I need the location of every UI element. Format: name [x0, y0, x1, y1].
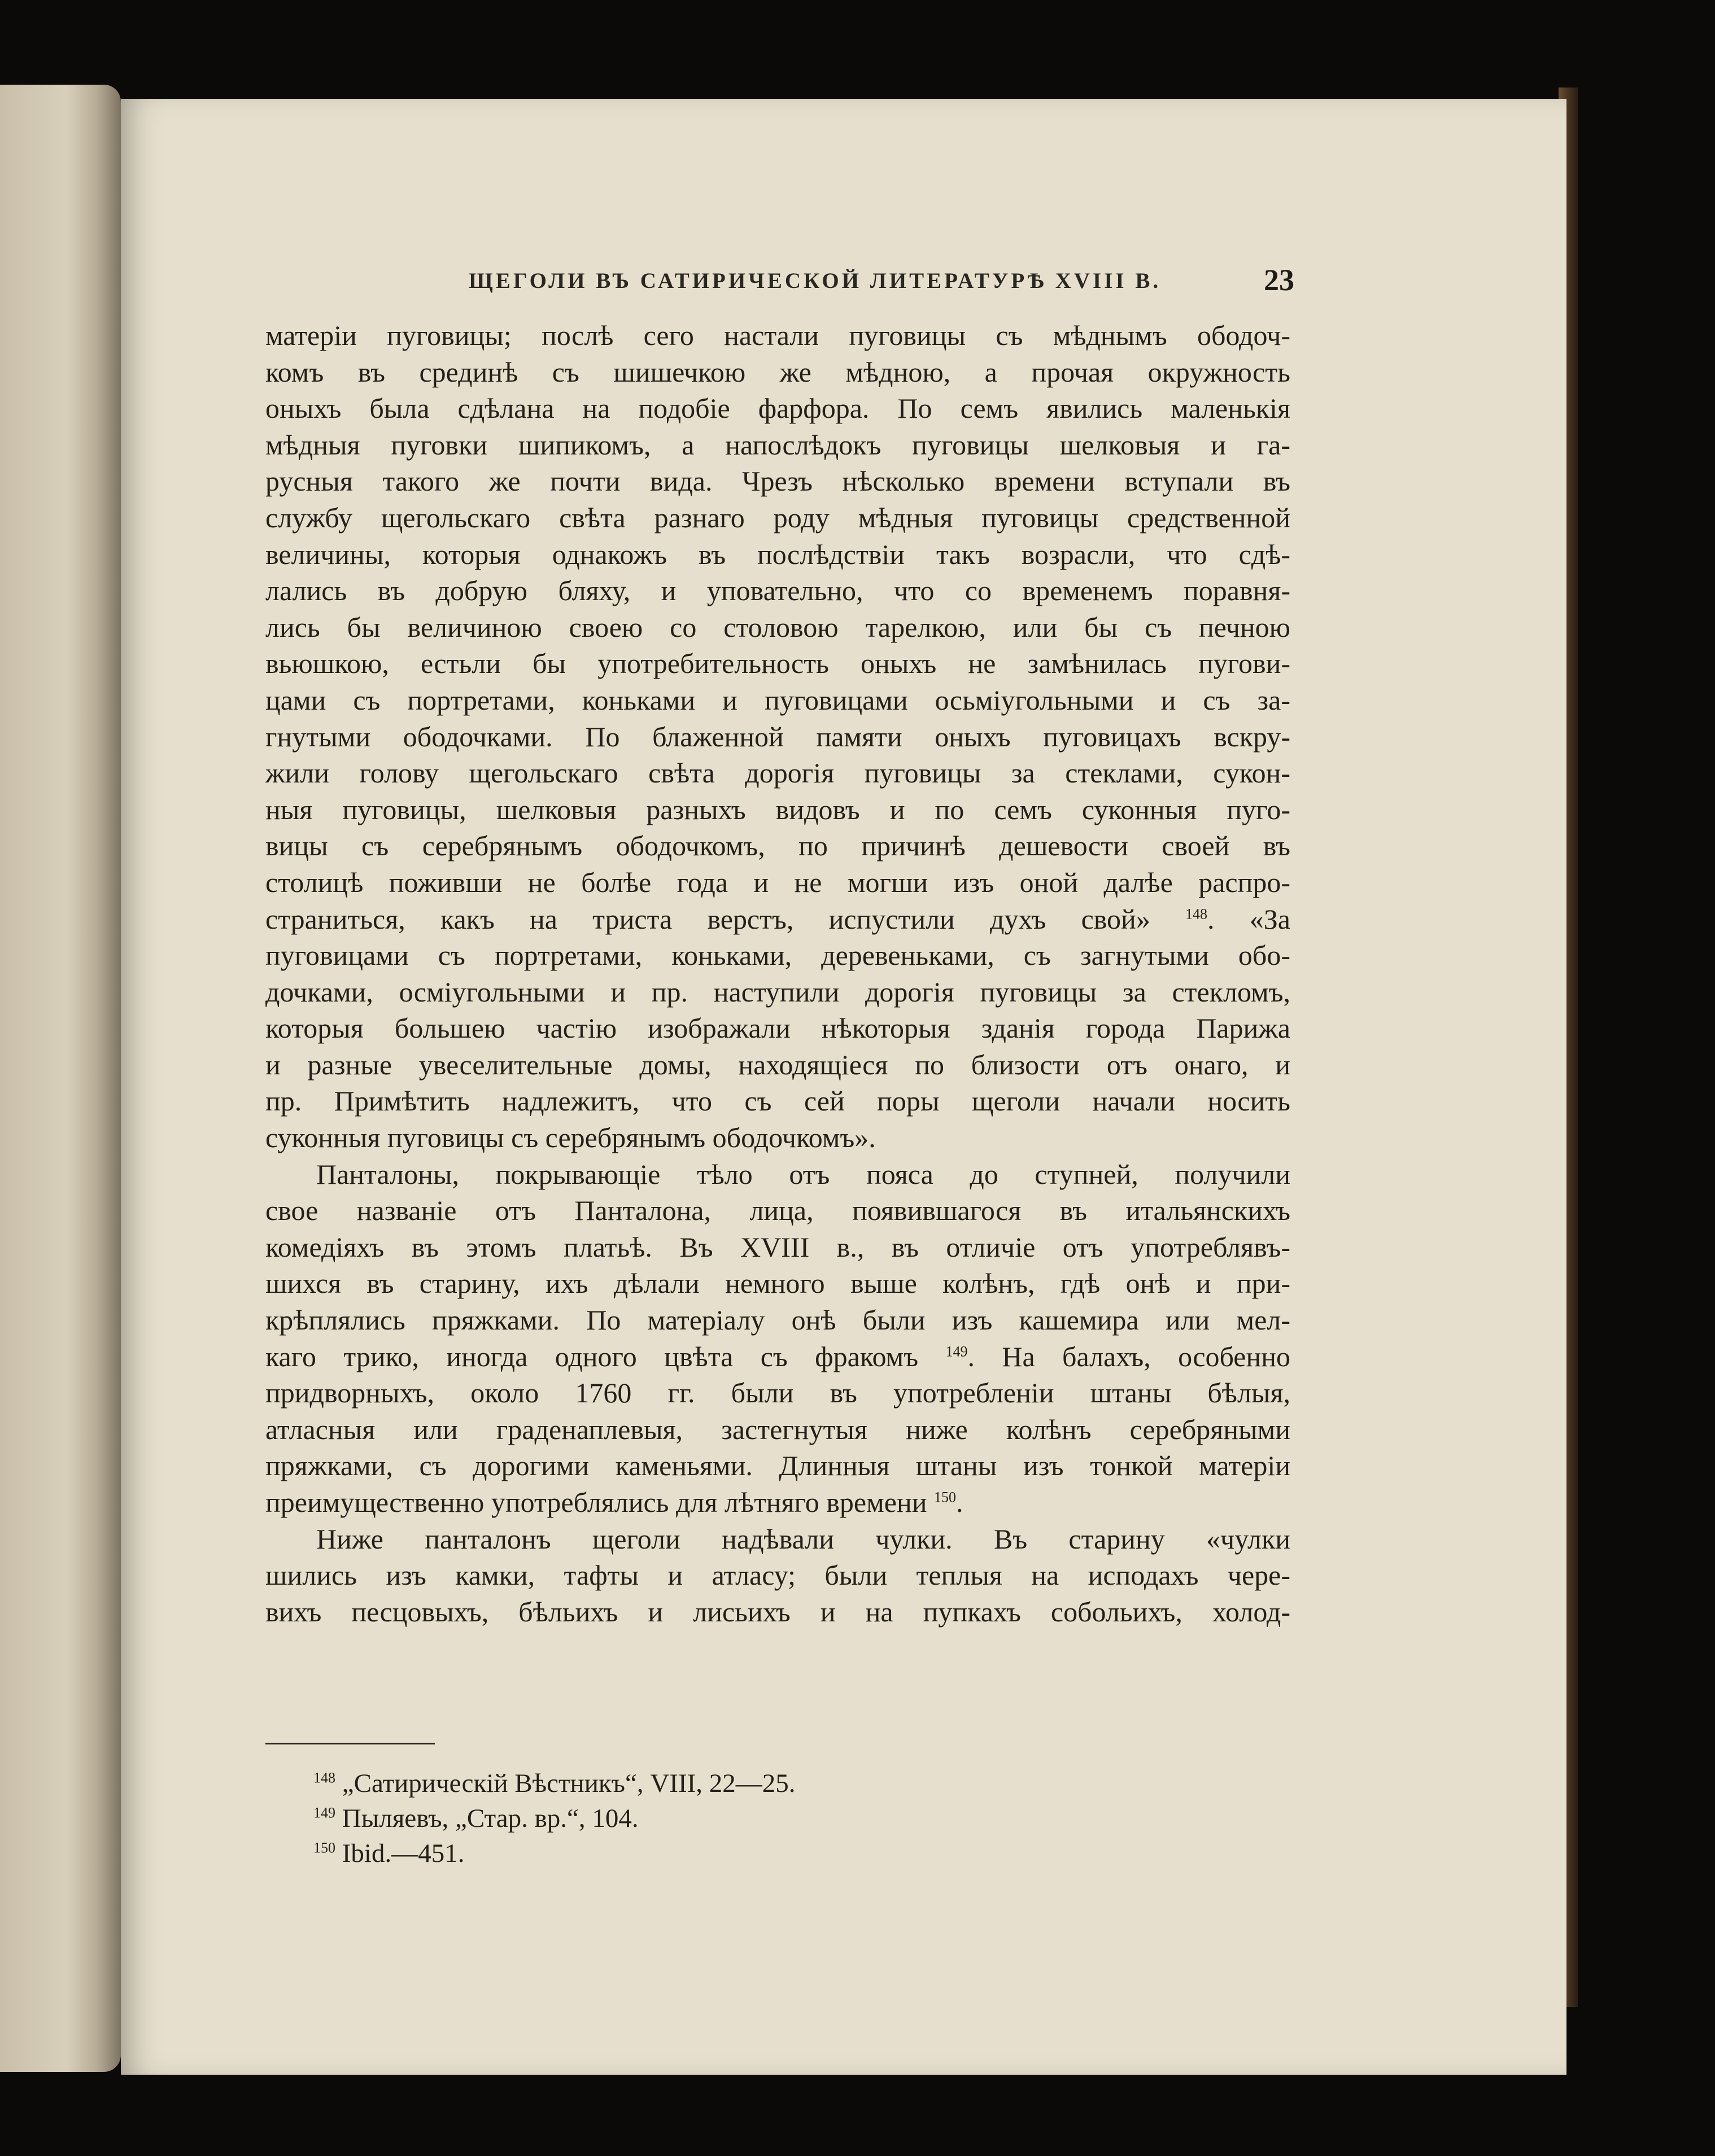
- text-line: величины, которыя однакожъ въ послѣдствіи такъ возрасли, что сдѣ-: [265, 538, 1290, 570]
- footnote-number: 148: [313, 1769, 335, 1786]
- text-line: вьюшкою, естьли бы употребительность оныхъ не замѣнилась пугови-: [265, 648, 1290, 680]
- text-line: оныхъ была сдѣлана на подобіе фарфора. По семъ явились маленькія: [265, 392, 1290, 425]
- page-number: 23: [1264, 263, 1294, 297]
- text-fragment: . «За: [1207, 903, 1291, 935]
- text-line: [265, 1484, 1290, 1521]
- text-line: службу щегольскаго свѣта разнаго роду мѣдныя пуговицы средственной: [265, 501, 1290, 533]
- text-fragment: . На балахъ, особенно: [967, 1340, 1290, 1372]
- text-fragment: .: [955, 1486, 963, 1518]
- text-line: [265, 901, 1290, 938]
- footnote-ref-149: 149: [945, 1342, 968, 1359]
- text-line: крѣплялись пряжками. По матеріалу онѣ были изъ кашемира или мел-: [265, 1304, 1290, 1336]
- text-line: жили голову щегольскаго свѣта дорогія пуговицы за стеклами, сукон-: [265, 757, 1290, 789]
- left-page-edge: [0, 85, 121, 2072]
- text-line: придворныхъ, около 1760 гг. были въ употребленіи штаны бѣлыя,: [265, 1377, 1290, 1409]
- text-line: [265, 1339, 1290, 1375]
- text-line: шились изъ камки, тафты и атласу; были теплыя на исподахъ чере-: [265, 1559, 1290, 1591]
- text-fragment: страниться, какъ на триста верстъ, испустили духъ свой»: [265, 903, 1150, 935]
- text-line: пряжками, съ дорогими каменьями. Длинныя штаны изъ тонкой матеріи: [265, 1450, 1290, 1482]
- text-fragment: каго трико, иногда одного цвѣта съ фракомъ: [265, 1340, 919, 1372]
- text-line: лались въ добрую бляху, и уповательно, что со временемъ поравня-: [265, 575, 1290, 607]
- text-line: Ниже панталонъ щеголи надѣвали чулки. Въ старину «чулки: [316, 1523, 1290, 1555]
- text-line: мѣдныя пуговки шипикомъ, а напослѣдокъ пуговицы шелковыя и га-: [265, 428, 1290, 461]
- text-line: пр. Примѣтить надлежитъ, что съ сей поры щеголи начали носить: [265, 1085, 1290, 1117]
- text-line: атласныя или граденаплевыя, застегнутыя ниже колѣнъ серебряными: [265, 1413, 1290, 1445]
- running-header: ЩЕГОЛИ ВЪ САТИРИЧЕСКОЙ ЛИТЕРАТУРѢ XVIII В.: [469, 269, 1162, 293]
- footnote-148: [313, 1766, 1048, 1801]
- text-line: пуговицами съ портретами, коньками, деревеньками, съ загнутыми обо-: [265, 939, 1290, 972]
- text-line: цами съ портретами, коньками и пуговицами осьміугольными и съ за-: [265, 684, 1290, 716]
- footnote-divider: [265, 1743, 435, 1744]
- text-line: шихся въ старину, ихъ дѣлали немного выше колѣнъ, гдѣ онѣ и при-: [265, 1267, 1290, 1300]
- text-line: комъ въ срединѣ съ шишечкою же мѣдною, а прочая окружность: [265, 356, 1290, 388]
- body-text: [265, 317, 1290, 1630]
- text-line: суконныя пуговицы съ серебрянымъ ободочкомъ».: [265, 1122, 876, 1154]
- text-line: Панталоны, покрывающіе тѣло отъ пояса до ступней, получили: [316, 1158, 1290, 1190]
- footnote-number: 150: [313, 1839, 335, 1856]
- text-line: свое названіе отъ Панталона, лица, появившагося въ итальянскихъ: [265, 1195, 1290, 1227]
- text-line: столицѣ поживши не болѣе года и не могши изъ оной далѣе распро-: [265, 866, 1290, 898]
- text-line: вицы съ серебрянымъ ободочкомъ, по причинѣ дешевости своей въ: [265, 830, 1290, 862]
- footnotes: [313, 1766, 1048, 1871]
- footnote-149: [313, 1801, 1048, 1836]
- footnote-text: Пыляевъ, „Стар. вр.“, 104.: [342, 1804, 639, 1833]
- text-line: вихъ песцовыхъ, бѣльихъ и лисьихъ и на пупкахъ собольихъ, холод-: [265, 1595, 1290, 1628]
- footnote-ref-150: 150: [933, 1489, 956, 1506]
- text-fragment: преимущественно употреблялись для лѣтняго времени: [265, 1486, 927, 1518]
- text-line: матеріи пуговицы; послѣ сего настали пуговицы съ мѣднымъ ободоч-: [265, 320, 1290, 351]
- footnote-text: „Сатирическій Вѣстникъ“, VIII, 22—25.: [342, 1769, 796, 1798]
- text-line: ныя пуговицы, шелковыя разныхъ видовъ и по семъ суконныя пуго-: [265, 793, 1290, 825]
- text-line: которыя большею частію изображали нѣкоторыя зданія города Парижа: [265, 1012, 1290, 1044]
- text-line: лись бы величиною своею со столовою тарелкою, или бы съ печною: [265, 611, 1290, 643]
- footnote-150: [313, 1836, 1048, 1871]
- text-line: гнутыми ободочками. По блаженной памяти оныхъ пуговицахъ вскру-: [265, 720, 1290, 753]
- footnote-text: Ibid.—451.: [342, 1839, 465, 1868]
- text-line: комедіяхъ въ этомъ платьѣ. Въ XVIII в., въ отличіе отъ употреблявъ-: [265, 1231, 1290, 1263]
- text-line: русныя такого же почти вида. Чрезъ нѣсколько времени вступали въ: [265, 465, 1290, 497]
- footnote-number: 149: [313, 1804, 335, 1821]
- footnote-ref-148: 148: [1185, 905, 1208, 922]
- text-line: дочками, осміугольными и пр. наступили дорогія пуговицы за стекломъ,: [265, 976, 1290, 1008]
- text-line: и разные увеселительные домы, находящіеся по близости отъ онаго, и: [265, 1048, 1290, 1081]
